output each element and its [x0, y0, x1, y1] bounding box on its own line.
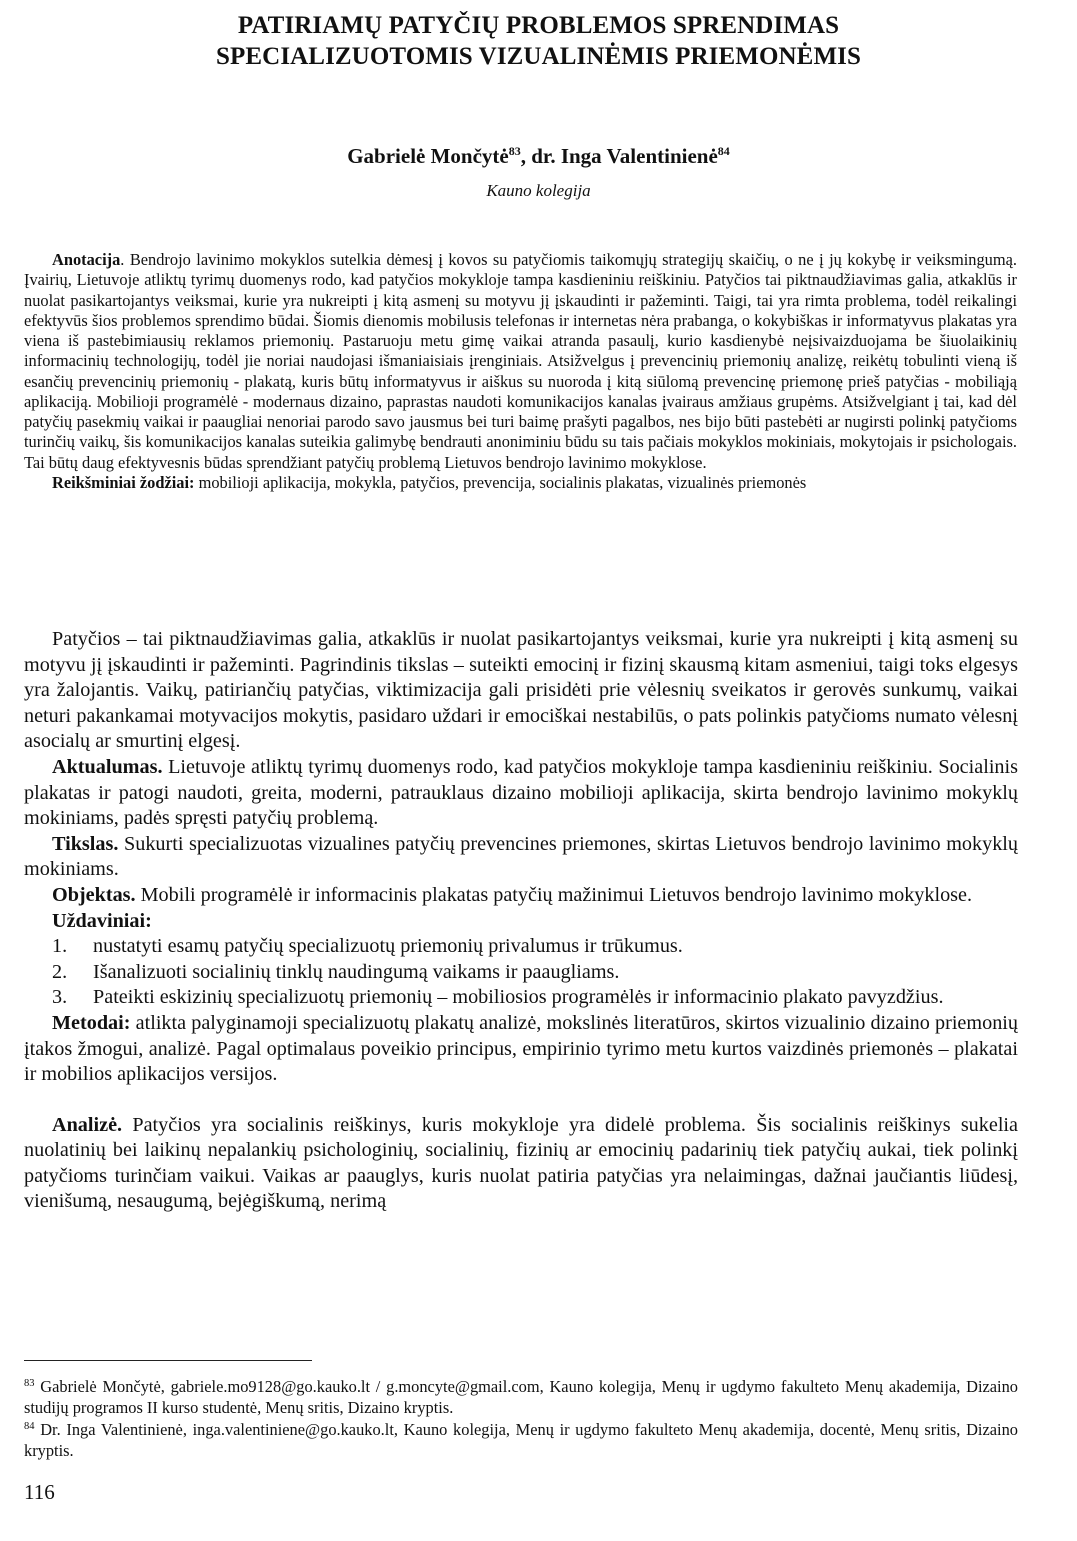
paragraph-gap	[24, 1088, 1018, 1113]
methods-text: atlikta palyginamoji specializuotų plakatų analizė, mokslinės literatūros, skirtos vizualinio dizaino priemonių įtakos žmogui, analizė. Pagal optimalaus poveikio principus, empirinio tyrimo metu kurtos vaizdinės priemonės – plakatai ir mobilios aplikacijos versijos.	[24, 1011, 1018, 1086]
analysis-label: Analizė.	[52, 1113, 123, 1136]
footnote-text: Gabrielė Mončytė, gabriele.mo9128@go.kauko.lt / g.moncyte@gmail.com, Kauno kolegija, Menų ir ugdymo fakulteto Menų akademija, Dizaino studijų programos II kurso studentė, Menų sritis, Dizaino kryptis.	[24, 1377, 1018, 1417]
tasks-heading	[24, 909, 1018, 935]
page-number: 116	[24, 1480, 55, 1504]
footnote-number: 83	[24, 1378, 35, 1389]
object-paragraph	[24, 883, 1018, 909]
object-text: Mobili programėlė ir informacinis plakatas patyčių mažinimui Lietuvos bendrojo lavinimo mokyklose.	[135, 883, 973, 906]
list-item-number: 1.	[52, 935, 68, 958]
author-1: Gabrielė Mončytė	[347, 144, 509, 168]
list-item-number: 2.	[52, 960, 68, 983]
relevance-text: Lietuvoje atliktų tyrimų duomenys rodo, kad patyčios mokykloje tampa kasdieniniu reiškiniu. Socialinis plakatas ir patogi naudoti, greita, moderni, patrauklaus dizaino mobilioji aplikacija, skirta bendrojo lavinimo mokyklų mokiniams, padės spręsti patyčių problemą.	[24, 755, 1018, 830]
tasks-list	[24, 934, 1018, 1011]
author-2-footnote-ref: 84	[717, 144, 730, 158]
abstract-label: Anotacija	[52, 250, 121, 269]
keywords-text: mobilioji aplikacija, mokykla, patyčios, prevencija, socialinis plakatas, vizualinės priemonės	[194, 472, 807, 492]
footnotes	[24, 1376, 1018, 1462]
relevance-paragraph	[24, 755, 1018, 832]
list-item-text: Išanalizuoti socialinių tinklų naudingumą vaikams ir paaugliams.	[93, 960, 620, 983]
author-line	[0, 144, 1077, 168]
author-2: dr. Inga Valentinienė	[531, 144, 718, 168]
footnote-number: 84	[24, 1421, 35, 1432]
main-text	[24, 627, 1018, 1215]
list-item	[24, 934, 1018, 960]
goal-text: Sukurti specializuotas vizualines patyčių prevencines priemones, skirtas Lietuvos bendrojo lavinimo mokyklų mokiniams.	[24, 832, 1018, 881]
list-item-number: 3.	[52, 986, 68, 1009]
paper-title	[0, 10, 1077, 72]
goal-paragraph	[24, 832, 1018, 883]
author-1-footnote-ref: 83	[508, 144, 521, 158]
analysis-text: Patyčios yra socialinis reiškinys, kuris mokykloje yra didelė problema. Šis socialinis reiškinys sukelia nuolatinių bei laikinų nepalankių psichologinių, socialinių, fizinių ar emocinių padarinių tiek patyčių aukai, tiek polinkį patyčioms turinčiam vaikui. Vaikas ar paauglys, kuris nuolat patiria patyčias yra nelaimingas, dažnai jaučiantis liūdesį, vienišumą, nesaugumą, bejėgiškumą, nerimą	[24, 1113, 1018, 1213]
footnote-divider	[24, 1360, 312, 1361]
abstract-text: . Bendrojo lavinimo mokyklos sutelkia dėmesį į kovos su patyčiomis taikomųjų strategijų skaičių, o ne į jų kokybę ir veiksmingumą. Įvairių, Lietuvoje atliktų tyrimų duomenys rodo, kad patyčios mokykloje tampa kasdieniniu reiškiniu. Patyčios tai piktnaudžiavimas galia, atkaklūs ir nuolat pasikartojantys veiksmai, kurie yra nukreipti į kitą asmenį su motyvu jį įskaudinti ir pažeminti. Taigi, tai yra rimta problema, todėl reikalingi efektyvūs šios problemos sprendimo būdai. Šiomis dienomis mobilusis telefonas ir internetas nėra prabanga, o kokybiškas ir informatyvus plakatas yra viena iš pastebimiausių reklamos priemonių. Pastaruoju metu gimę vaikai atranda pasaulį, kurio kasdienybė neįsivaizduojama be šiuolaikinių informacinių technologijų, todėl jie noriai naudojasi išmaniaisiais įrenginiais. Atsižvelgus į prevencinių priemonių analizę, reikėtų tobulinti vieną iš esančių prevencinių priemonių - plakatą, kuris būtų informatyvus ir aiškus su nuoroda į kitą siūlomą prevencinę priemonę prieš patyčias - mobiliąją aplikaciją. Mobilioji programėlė - modernaus dizaino, paprastas naudoti komunikacijos kanalas įvairaus amžiaus grupėms. Atsižvelgiant į tai, kad dėl patyčių pasekmių vaikai ir paaugliai nenoriai parodo savo jausmus bei turi baimę prašyti pagalbos, nes bijo būti pastebėti ar nugirsti polinkį patyčioms turinčių vaikų, šis komunikacijos kanalas suteikia galimybę bendrauti anoniminiu būdu su tais pačiais mokyklos mokiniais, mokytojais ir psichologais. Tai būtų daug efektyvesnis būdas sprendžiant patyčių problemą Lietuvos bendrojo lavinimo mokyklose.	[24, 250, 1017, 472]
author-separator: ,	[520, 144, 532, 168]
abstract-paragraph	[24, 250, 1017, 473]
methods-paragraph	[24, 1011, 1018, 1088]
keywords-label: Reikšminiai žodžiai:	[52, 472, 195, 492]
goal-label: Tikslas.	[52, 832, 119, 855]
list-item-text: nustatyti esamų patyčių specializuotų priemonių privalumus ir trūkumus.	[93, 935, 683, 958]
footnote-84	[24, 1419, 1018, 1461]
keywords	[24, 473, 1017, 493]
affiliation: Kauno kolegija	[486, 181, 591, 200]
object-label: Objektas.	[52, 883, 136, 906]
title-line-2: SPECIALIZUOTOMIS VIZUALINĖMIS PRIEMONĖMIS	[216, 43, 861, 70]
footnote-text: Dr. Inga Valentinienė, inga.valentiniene@go.kauko.lt, Kauno kolegija, Menų ir ugdymo fakulteto Menų akademija, docentė, Menų sritis, Dizaino kryptis.	[24, 1420, 1018, 1460]
list-item-text: Pateikti eskizinių specializuotų priemonių – mobiliosios programėlės ir informacinio plakato pavyzdžius.	[93, 986, 944, 1009]
title-line-1: PATIRIAMŲ PATYČIŲ PROBLEMOS SPRENDIMAS	[237, 12, 840, 39]
methods-label: Metodai:	[52, 1011, 131, 1034]
relevance-label: Aktualumas.	[52, 755, 163, 778]
footnote-83	[24, 1376, 1018, 1418]
list-item	[24, 985, 1018, 1011]
intro-paragraph: Patyčios – tai piktnaudžiavimas galia, atkaklūs ir nuolat pasikartojantys veiksmai, kurie yra nukreipti į kitą asmenį su motyvu jį įskaudinti ir pažeminti. Pagrindinis tikslas – suteikti emocinį ir fizinį skausmą kitam asmeniui, taigi toks elgesys yra žalojantis. Vaikų, patiriančių patyčias, viktimizacija gali prisidėti prie vėlesnių sveikatos ir gerovės sunkumų, vaikai neturi pakankamai motyvacijos mokytis, pasidaro uždari ir emociškai nestabilūs, o pats polinkis patyčioms numato vėlesnį asocialų ar smurtinį elgesį.	[24, 628, 1018, 753]
tasks-label: Uždaviniai:	[52, 909, 152, 932]
analysis-paragraph	[24, 1113, 1018, 1215]
abstract	[24, 250, 1017, 493]
list-item	[24, 960, 1018, 986]
